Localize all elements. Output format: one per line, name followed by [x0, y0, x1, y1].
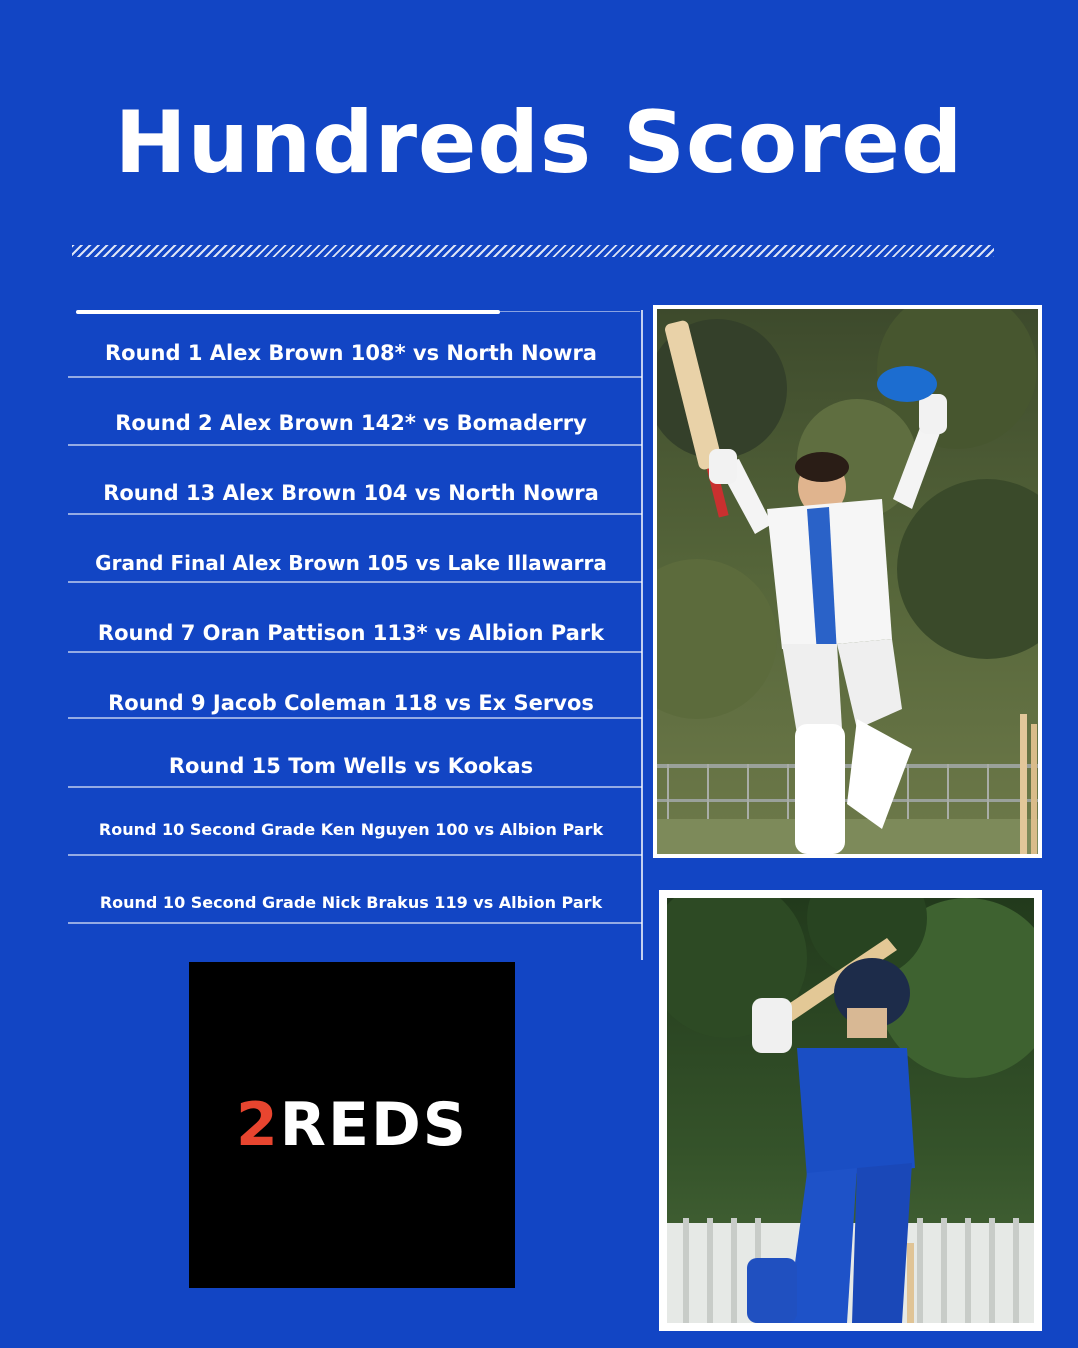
- row-divider: [68, 786, 642, 788]
- reds-logo-text: [189, 1090, 515, 1160]
- poster-title: Hundreds Scored: [114, 93, 964, 193]
- batter-shot-image: [667, 898, 1034, 1323]
- photo-celebrating-batter: [653, 305, 1042, 858]
- logo-mark: 2: [236, 1090, 280, 1160]
- result-item-3: Round 13 Alex Brown 104 vs North Nowra: [103, 481, 599, 505]
- row-divider: [68, 922, 642, 924]
- result-item-6: Round 9 Jacob Coleman 118 vs Ex Servos: [108, 691, 594, 715]
- row-divider: [68, 376, 642, 378]
- result-item-2: Round 2 Alex Brown 142* vs Bomaderry: [115, 411, 587, 435]
- result-item-1: Round 1 Alex Brown 108* vs North Nowra: [105, 341, 597, 365]
- result-item-8: Round 10 Second Grade Ken Nguyen 100 vs Albion Park: [98, 820, 604, 839]
- hatched-divider: [72, 245, 994, 257]
- result-item-4: Grand Final Alex Brown 105 vs Lake Illawarra: [95, 551, 607, 575]
- row-divider: [68, 444, 642, 446]
- reds-logo: [189, 962, 515, 1288]
- result-item-7: Round 15 Tom Wells vs Kookas: [168, 754, 534, 778]
- result-item-5: Round 7 Oran Pattison 113* vs Albion Park: [97, 621, 605, 645]
- result-item-9: Round 10 Second Grade Nick Brakus 119 vs Albion Park: [99, 893, 603, 912]
- row-divider: [68, 854, 642, 856]
- row-divider: [68, 513, 642, 515]
- row-divider: [68, 581, 642, 583]
- row-divider: [68, 717, 642, 719]
- logo-word: REDS: [279, 1090, 468, 1160]
- list-top-thin-rule: [500, 311, 640, 312]
- photo-batter-shot: [659, 890, 1042, 1331]
- row-divider: [68, 651, 642, 653]
- list-top-rule: [76, 310, 500, 314]
- celebrating-batter-image: [657, 309, 1038, 854]
